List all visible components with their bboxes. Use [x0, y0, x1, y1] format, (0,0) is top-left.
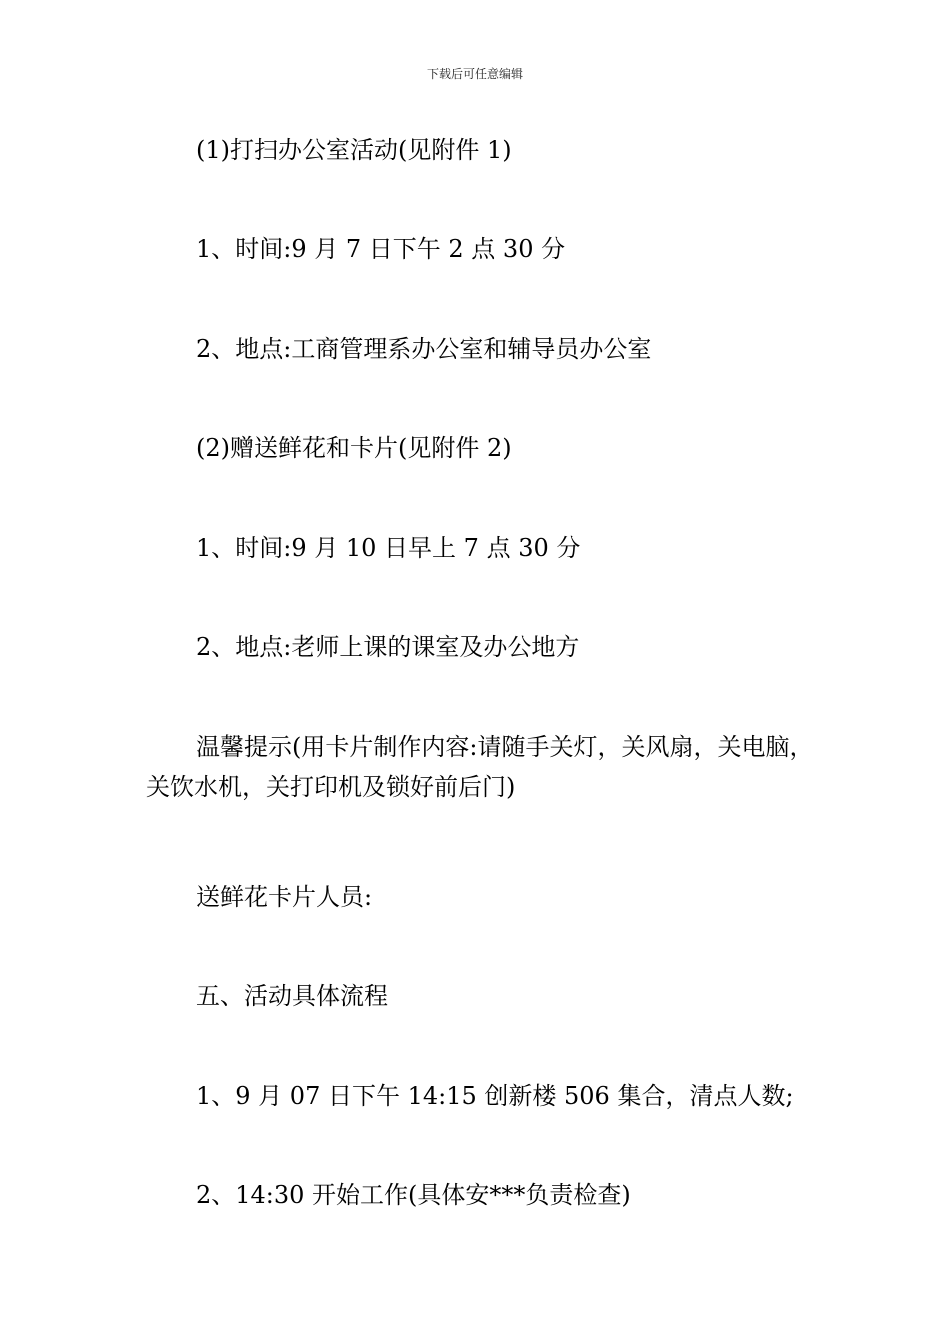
paragraph-cleaning-location: 2、地点:工商管理系办公室和辅导员办公室 [196, 335, 652, 363]
paragraph-cleaning-time: 1、时间:9 月 7 日下午 2 点 30 分 [196, 235, 566, 263]
paragraph-cleaning-activity: (1)打扫办公室活动(见附件 1) [196, 136, 512, 164]
paragraph-reminder: 温馨提示(用卡片制作内容:请随手关灯，关风扇，关电脑，关饮水机，关打印机及锁好前后门) [146, 733, 814, 801]
page-header: 下载后可任意编辑 [426, 67, 523, 81]
paragraph-procedure-step-1: 1、9 月 07 日下午 14:15 创新楼 506 集合，清点人数; [196, 1082, 794, 1110]
paragraph-flowers-activity: (2)赠送鲜花和卡片(见附件 2) [196, 434, 512, 462]
paragraph-flowers-time: 1、时间:9 月 10 日早上 7 点 30 分 [196, 534, 581, 562]
paragraph-flower-staff: 送鲜花卡片人员: [196, 883, 373, 911]
paragraph-flowers-location: 2、地点:老师上课的课室及办公地方 [196, 633, 580, 661]
paragraph-procedure-step-2: 2、14:30 开始工作(具体安***负责检查) [196, 1181, 631, 1209]
section-heading-procedure: 五、活动具体流程 [196, 982, 388, 1010]
